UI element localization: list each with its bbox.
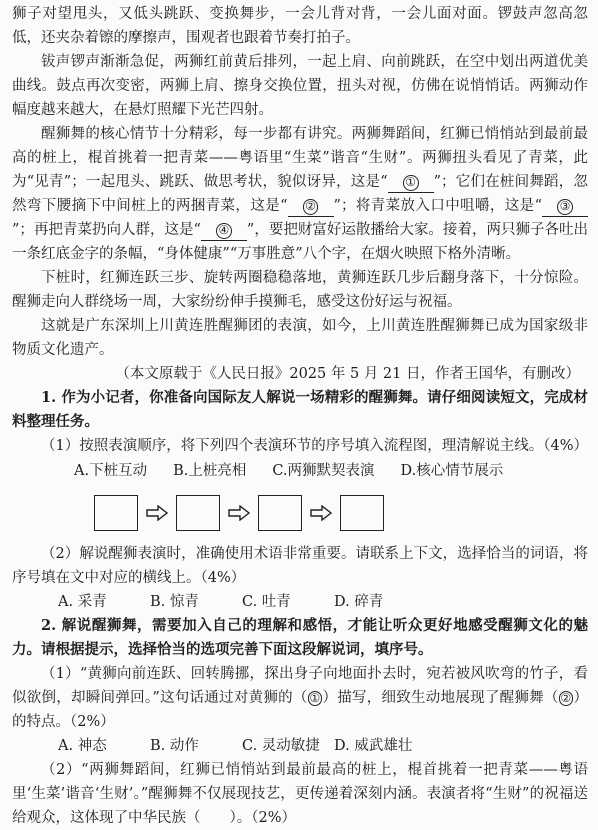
question-1-part-2-options xyxy=(12,590,588,614)
option-a: A.下桩互动 xyxy=(74,463,148,479)
option-a: A. 采青 xyxy=(58,594,107,610)
passage-paragraph-5: 这就是广东深圳上川黄连胜醒狮团的表演，如今，上川黄连胜醒狮舞已成为国家级非物质文化遗产。 xyxy=(12,318,588,358)
passage-text: ”，要把财富好运散播给大家。接着，两只狮子各吐出一条红底金字的条幅，“身体健康”“万事胜意”八个字，在烟火映照下格外清晰。 xyxy=(12,222,588,262)
arrow-right-icon xyxy=(220,505,258,521)
option-b: B. 惊青 xyxy=(150,594,199,610)
passage-text: ”；再把青菜扔向人群，这是“ xyxy=(12,222,201,238)
blank-2[interactable] xyxy=(288,196,334,217)
answer-slot-1[interactable]: ① xyxy=(309,691,321,705)
option-c: C. 灵动敏捷 xyxy=(242,738,320,754)
option-c: C. 吐青 xyxy=(242,594,291,610)
arrow-right-icon xyxy=(302,505,340,521)
blank-2-number: ② xyxy=(303,199,319,215)
option-d: D. 碎青 xyxy=(334,594,384,610)
blank-1-number: ① xyxy=(403,175,419,191)
passage-paragraph-2: 钹声锣声渐渐急促，两狮红前黄后排列，一起上肩、向前跳跃，在空中划出两道优美曲线。鼓点再次变密，两狮上肩、擦身交换位置，扭头对视，仿佛在说悄悄话。两狮动作幅度越来越大，在悬灯照耀下光芒四射。 xyxy=(12,54,588,118)
passage-paragraph-4: 下桩时，红狮连跃三步、旋转两圈稳稳落地，黄狮连跃几步后翻身落下，十分惊险。醒狮走向人群绕场一周，大家纷纷伸手摸狮毛，感受这份好运与祝福。 xyxy=(12,270,588,310)
passage-text: ”；将青菜放入口中咀嚼，这是“ xyxy=(333,198,542,214)
option-d: D.核心情节展示 xyxy=(400,463,504,479)
question-text: ）描写，细致生动地展现了醒狮舞（ xyxy=(322,690,559,706)
passage-source: （本文原载于《人民日报》2025 年 5 月 21 日，作者王国华，有删改） xyxy=(115,366,580,382)
option-a: A. 神态 xyxy=(58,738,107,754)
question-1-part-2: （2）解说醒狮表演时，准确使用术语非常重要。请联系上下文，选择恰当的词语，将序号填在文中对应的横线上。（4%） xyxy=(12,546,588,586)
question-2-part-1-options xyxy=(12,734,588,758)
question-1-title: 1. 作为小记者，你准备向国际友人解说一场精彩的醒狮舞。请仔细阅读短文，完成材料整理任务。 xyxy=(12,389,588,430)
blank-4-number: ④ xyxy=(216,223,232,239)
answer-slot-2[interactable]: ② xyxy=(560,691,572,705)
blank-1[interactable] xyxy=(388,172,434,193)
flow-box-3[interactable] xyxy=(258,495,302,531)
passage-text: 醒狮舞的核心情节十分精彩，每一步都有讲究。两狮舞蹈间，红狮已悄悄站到最前最高的桩上，棍首挑着一把青菜——粤语里“生菜”谐音“生财”。两狮扭头看见了青菜，此为“见青”；一起甩头、跳跃、做思考状，貌似讶异，这是“ xyxy=(12,126,588,190)
question-2-title: 2. 解说醒狮舞，需要加入自己的理解和感悟，才能让听众更好地感受醒狮文化的魅力。请根据提示，选择恰当的选项完善下面这段解说词，填序号。 xyxy=(12,617,588,658)
passage-paragraph-3 xyxy=(12,122,588,266)
blank-4[interactable] xyxy=(201,220,247,241)
flow-box-4[interactable] xyxy=(340,495,384,531)
flowchart xyxy=(12,484,588,542)
passage-text: ”；它们在桩间舞蹈，忽然弯下腰摘下中间桩上的两捆青菜，这是“ xyxy=(12,174,588,214)
flow-box-1[interactable] xyxy=(94,495,138,531)
question-text: （1）“黄狮向前连跃、回转腾挪，探出身子向地面扑去时，宛若被风吹弯的竹子，看似欲倒，却瞬间弹回。”这句话通过对黄狮的（ xyxy=(12,666,588,706)
arrow-right-icon xyxy=(138,505,176,521)
question-1-part-1: （1）按照表演顺序，将下列四个表演环节的序号填入流程图，理清解说主线。（4%） xyxy=(41,438,588,454)
option-b: B.上桩亮相 xyxy=(173,463,247,479)
option-c: C.两狮默契表演 xyxy=(272,463,375,479)
passage-paragraph-1: 狮子对望甩头，又低头跳跃、变换舞步，一会儿背对背，一会儿面对面。锣鼓声忽高忽低，还夹杂着镲的摩擦声，围观者也跟着节奏打拍子。 xyxy=(12,6,588,46)
blank-3-number: ③ xyxy=(557,199,573,215)
question-1-part-1-options xyxy=(12,458,588,484)
option-d: D. 威武雄壮 xyxy=(334,738,413,754)
flow-box-2[interactable] xyxy=(176,495,220,531)
question-2-part-2: （2）“两狮舞蹈间，红狮已悄悄站到最前最高的桩上，棍首挑着一把青菜——粤语里‘生菜’谐音‘生财’。”醒狮舞不仅展现技艺，更传递着深刻内涵。表演者将“生财”的祝福送给观众，这体现了中华民族（ ）。（2%） xyxy=(12,762,588,826)
question-text: ）的特点。（2%） xyxy=(12,690,588,730)
blank-3[interactable] xyxy=(542,196,588,217)
question-2-part-1 xyxy=(12,662,588,734)
option-b: B. 动作 xyxy=(150,738,199,754)
